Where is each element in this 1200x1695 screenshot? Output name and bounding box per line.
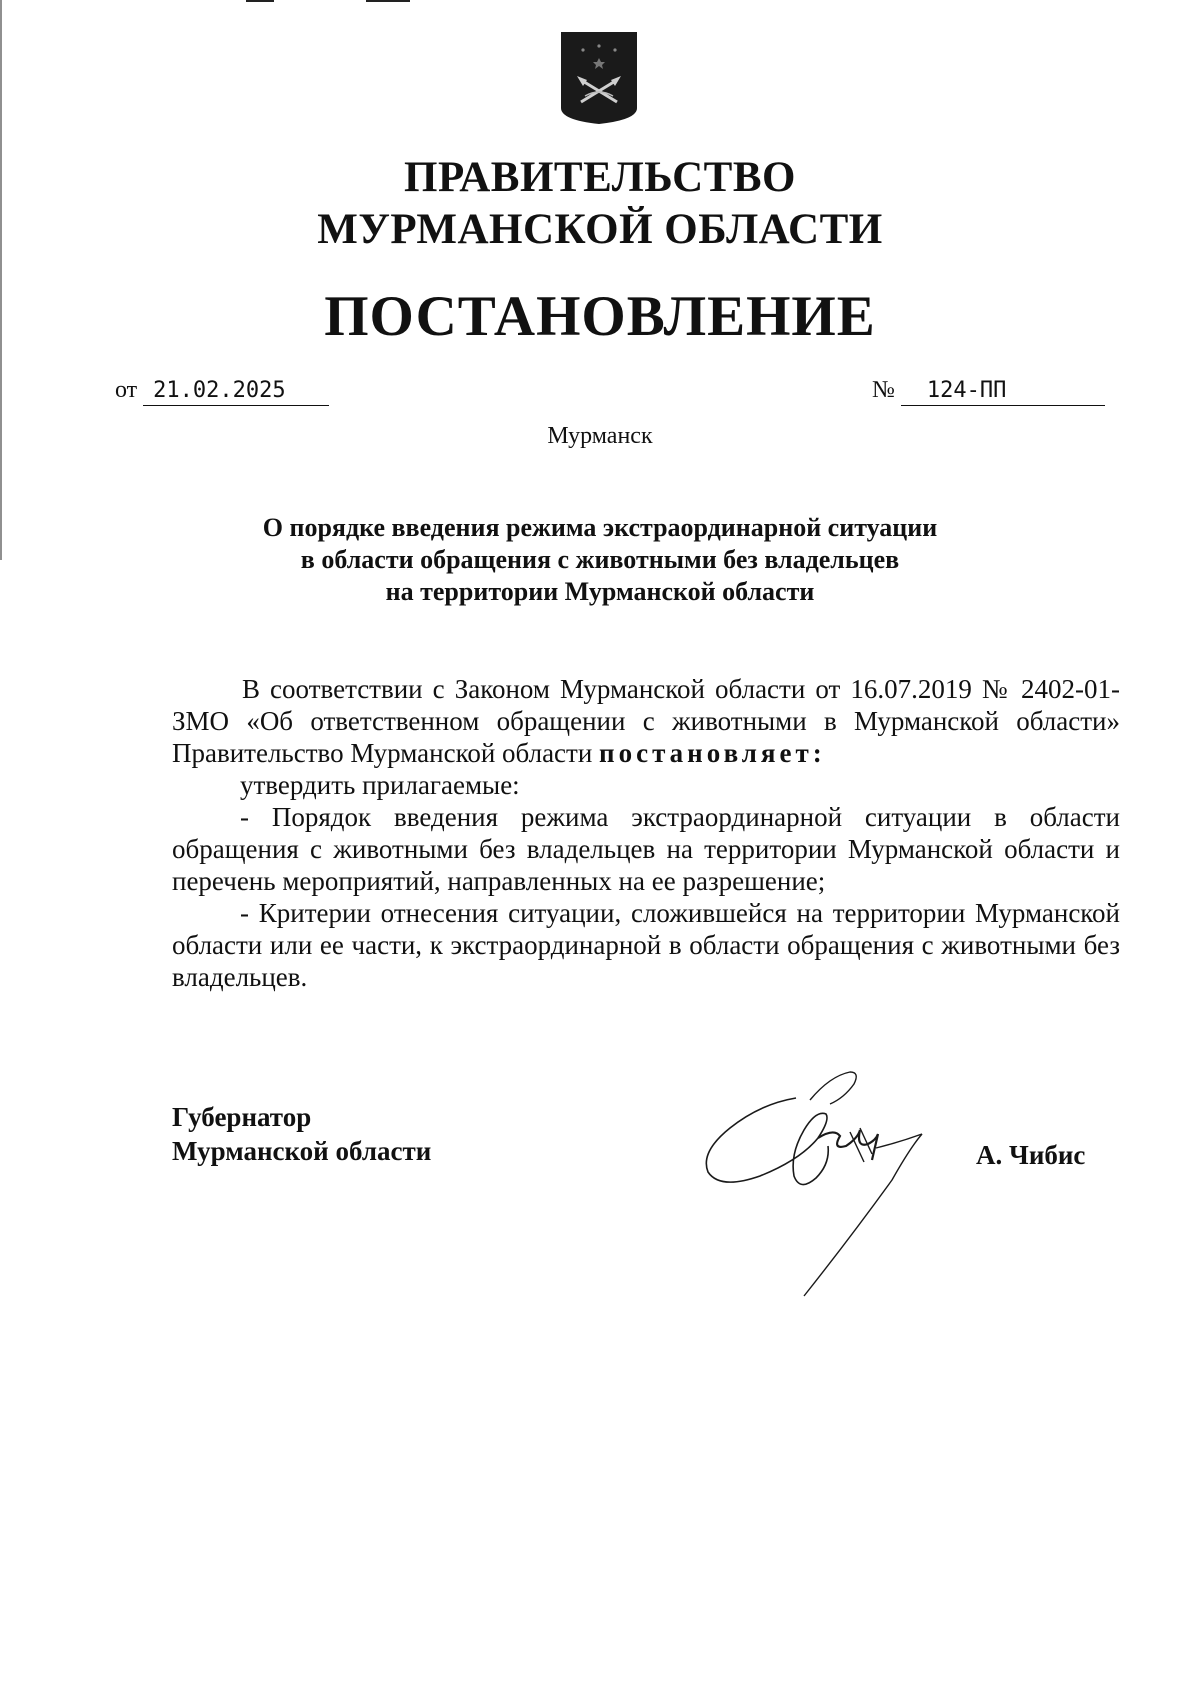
- document-body: [172, 673, 1120, 993]
- title-line-3: на территории Мурманской области: [385, 577, 815, 606]
- coat-of-arms-icon: [557, 28, 641, 126]
- body-paragraph-3: - Порядок введения режима экстраординарной ситуации в области обращения с животными без владельцев на территории Мурманской области и перечень мероприятий, направленных на ее разрешение;: [172, 802, 1120, 896]
- title-line-1: О порядке введения режима экстраординарной ситуации: [262, 513, 938, 542]
- number-prefix: №: [872, 377, 895, 403]
- body-paragraph-4: - Критерии отнесения ситуации, сложившейся на территории Мурманской области или ее части, к экстраординарной в области обращения с животными без владельцев.: [172, 898, 1120, 992]
- position-line-1: Губернатор: [172, 1102, 312, 1132]
- body-paragraph-2: утвердить прилагаемые:: [240, 770, 520, 800]
- signatory-position: [172, 1100, 431, 1168]
- scan-edge-mark: [366, 0, 410, 2]
- city: Мурманск: [547, 423, 653, 449]
- organization-name: [0, 152, 1200, 256]
- decree-word: постановляет:: [599, 738, 826, 768]
- document-number: [872, 374, 1105, 406]
- body-paragraph-1: [172, 673, 1120, 769]
- scan-edge-mark: [0, 0, 2, 560]
- date-prefix: от: [115, 377, 138, 403]
- signatory-name: А. Чибис: [976, 1140, 1086, 1170]
- document-date: [115, 374, 329, 406]
- org-line-1: ПРАВИТЕЛЬСТВО: [404, 154, 796, 201]
- position-line-2: Мурманской области: [172, 1136, 432, 1166]
- date-value: 21.02.2025: [143, 377, 329, 406]
- scan-edge-mark: [246, 0, 274, 2]
- document-type: ПОСТАНОВЛЕНИЕ: [324, 285, 876, 348]
- handwritten-signature: [700, 1068, 950, 1300]
- title-line-2: в области обращения с животными без владельцев: [300, 545, 900, 574]
- number-value: 124-ПП: [901, 377, 1105, 406]
- document-title: [0, 512, 1200, 608]
- org-line-2: МУРМАНСКОЙ ОБЛАСТИ: [317, 206, 883, 253]
- paragraph-text: В соответствии с Законом Мурманской области от 16.07.2019 № 2402-01-ЗМО «Об ответственном обращении с животными в Мурманской области» Правительство Мурманской области: [172, 674, 1120, 768]
